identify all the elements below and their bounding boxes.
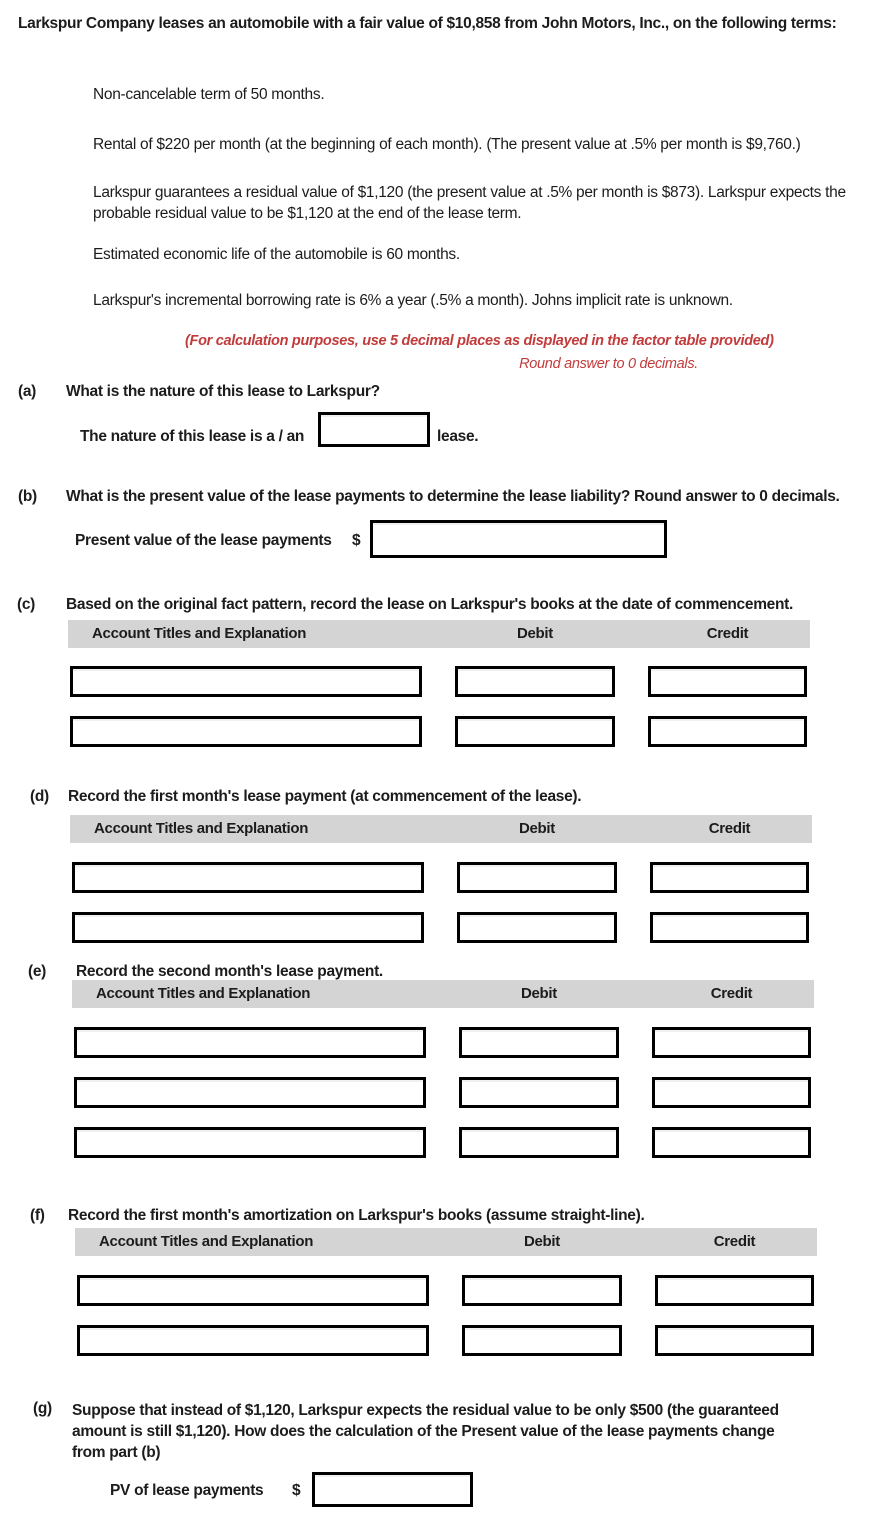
account-title-input[interactable] [77,1275,429,1306]
section-d-label: (d) [30,788,49,805]
header-credit: Credit [706,625,749,642]
rounding-note: Round answer to 0 decimals. [519,356,698,372]
header-debit: Debit [523,1233,560,1250]
journal-header [72,980,814,1008]
journal-row [72,1077,814,1108]
debit-input[interactable] [457,912,617,943]
term-item: Larkspur's incremental borrowing rate is 6% a year (.5% a month). Johns implicit rate is unknown. [93,292,733,309]
section-g-question: Suppose that instead of $1,120, Larkspur expects the residual value to be only $500 (the guaranteed amount is still $1,120). How does the calculation of the Present value of the lease payments change from part (b) [72,1402,779,1461]
debit-input[interactable] [459,1077,619,1108]
debit-input[interactable] [459,1127,619,1158]
debit-input[interactable] [455,716,615,747]
credit-input[interactable] [648,716,807,747]
dollar-sign: $ [292,1482,301,1499]
term-item: Rental of $220 per month (at the beginning of each month). (The present value at .5% per month is $9,760.) [93,136,801,153]
credit-input[interactable] [650,862,809,893]
account-title-input[interactable] [72,862,424,893]
dollar-sign: $ [352,532,361,549]
credit-input[interactable] [655,1325,814,1356]
section-f-question: Record the first month's amortization on Larkspur's books (assume straight-line). [68,1207,645,1224]
credit-input[interactable] [650,912,809,943]
header-account-titles: Account Titles and Explanation [99,1233,314,1250]
term-item: Larkspur guarantees a residual value of $1,120 (the present value at .5% per month is $873). Larkspur expects the probable residual value to be $1,120 at the end of the lease term. [93,184,846,222]
section-d-question: Record the first month's lease payment (at commencement of the lease). [68,788,582,805]
section-b-question: What is the present value of the lease payments to determine the lease liability? Round answer to 0 decimals. [66,488,840,505]
credit-input[interactable] [655,1275,814,1306]
journal-row [70,912,812,943]
section-a-question: What is the nature of this lease to Larkspur? [66,383,380,400]
debit-input[interactable] [462,1325,622,1356]
term-item: Estimated economic life of the automobile is 60 months. [93,246,460,263]
account-title-input[interactable] [74,1027,426,1058]
term-item: Non-cancelable term of 50 months. [93,86,325,103]
journal-row [72,1127,814,1158]
journal-header [68,620,810,648]
section-a-label: (a) [18,383,37,400]
debit-input[interactable] [459,1027,619,1058]
pv-short-label: PV of lease payments [110,1482,264,1499]
pv-lease-payments-input[interactable] [312,1472,473,1507]
header-debit: Debit [516,625,553,642]
pv-label: Present value of the lease payments [75,532,332,549]
section-e-question: Record the second month's lease payment. [76,963,383,980]
journal-header [70,815,812,843]
section-b-label: (b) [18,488,37,505]
calculation-note: (For calculation purposes, use 5 decimal places as displayed in the factor table provided) [185,333,774,349]
problem-statement: Larkspur Company leases an automobile with a fair value of $10,858 from John Motors, Inc., on the following terms: [18,15,837,32]
section-c-label: (c) [17,596,36,613]
account-title-input[interactable] [74,1127,426,1158]
account-title-input[interactable] [74,1077,426,1108]
lease-nature-input[interactable] [318,412,430,447]
account-title-input[interactable] [70,716,422,747]
header-account-titles: Account Titles and Explanation [92,625,307,642]
debit-input[interactable] [457,862,617,893]
credit-input[interactable] [648,666,807,697]
journal-header [75,1228,817,1256]
nature-answer-suffix: lease. [437,428,479,445]
header-debit: Debit [520,985,557,1002]
nature-answer-prefix: The nature of this lease is a / an [80,428,305,445]
account-title-input[interactable] [70,666,422,697]
header-credit: Credit [710,985,753,1002]
account-title-input[interactable] [77,1325,429,1356]
credit-input[interactable] [652,1077,811,1108]
credit-input[interactable] [652,1127,811,1158]
present-value-input[interactable] [370,520,667,558]
section-c-question: Based on the original fact pattern, record the lease on Larkspur's books at the date of commencement. [66,596,794,613]
section-g-label: (g) [33,1400,52,1417]
account-title-input[interactable] [72,912,424,943]
journal-row [75,1275,817,1306]
header-credit: Credit [713,1233,756,1250]
journal-row [68,666,810,697]
header-account-titles: Account Titles and Explanation [94,820,309,837]
header-debit: Debit [518,820,555,837]
debit-input[interactable] [455,666,615,697]
terms-list [93,84,881,311]
journal-row [75,1325,817,1356]
section-f-label: (f) [30,1207,45,1224]
journal-row [72,1027,814,1058]
journal-row [68,716,810,747]
journal-row [70,862,812,893]
credit-input[interactable] [652,1027,811,1058]
header-credit: Credit [708,820,751,837]
debit-input[interactable] [462,1275,622,1306]
header-account-titles: Account Titles and Explanation [96,985,311,1002]
section-e-label: (e) [28,963,47,980]
